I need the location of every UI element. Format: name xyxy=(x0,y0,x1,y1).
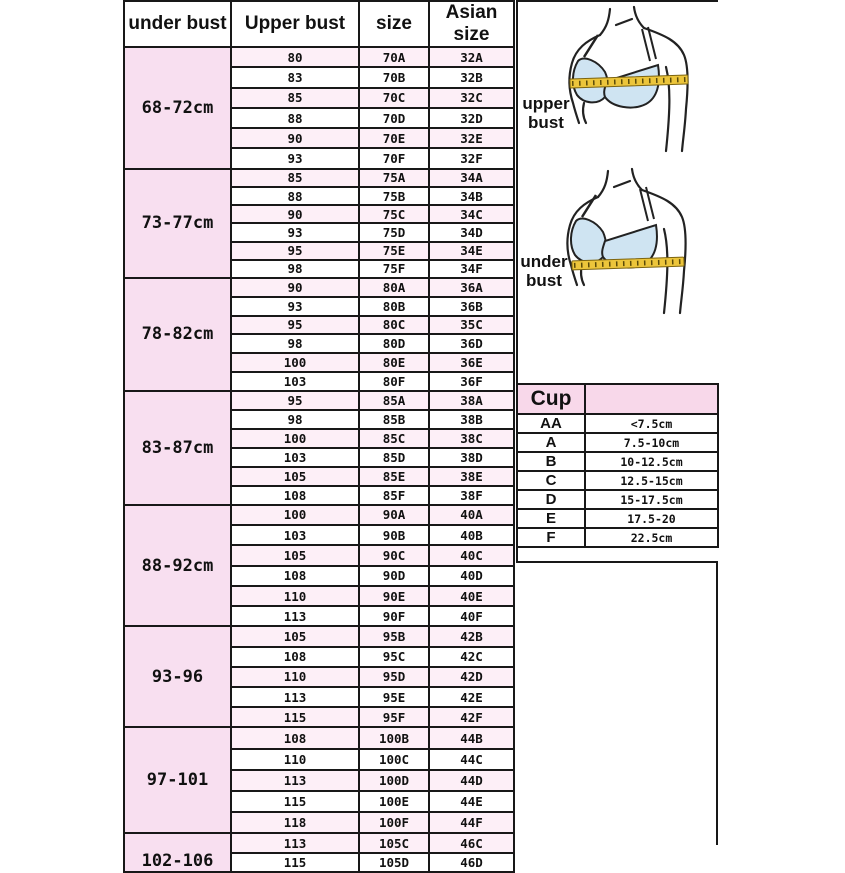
cell-size: 100F xyxy=(359,812,429,833)
table-row xyxy=(124,391,514,410)
cell-asian-size: 32F xyxy=(429,148,514,168)
cell-size: 90E xyxy=(359,586,429,606)
cell-size: 70E xyxy=(359,128,429,148)
table-row xyxy=(124,833,514,853)
cell-upper-bust: 108 xyxy=(231,647,359,667)
cell-size: 100E xyxy=(359,791,429,812)
cell-upper-bust: 80 xyxy=(231,47,359,67)
group-label-text: 88-92cm xyxy=(141,555,214,576)
cell-asian-size: 32D xyxy=(429,108,514,128)
bra-icon xyxy=(571,187,657,268)
cell-upper-bust: 95 xyxy=(231,316,359,335)
cup-table xyxy=(516,383,719,548)
cell-size: 100B xyxy=(359,727,429,748)
cell-upper-bust: 90 xyxy=(231,278,359,297)
under-bust-group-label xyxy=(124,391,231,505)
column-header-under-bust: under bust xyxy=(124,1,231,47)
cup-header: Cup xyxy=(517,384,585,414)
cell-upper-bust: 103 xyxy=(231,525,359,545)
under-bust-label-line2: bust xyxy=(526,271,562,291)
bra-icon xyxy=(573,27,659,108)
cell-upper-bust: 100 xyxy=(231,429,359,448)
table-row xyxy=(124,626,514,646)
cell-asian-size: 36F xyxy=(429,372,514,391)
cell-size: 80B xyxy=(359,297,429,316)
cell-asian-size: 38C xyxy=(429,429,514,448)
group-label-text: 73-77cm xyxy=(141,213,214,234)
under-bust-group-label xyxy=(124,169,231,278)
cell-size: 85E xyxy=(359,467,429,486)
cell-asian-size: 40E xyxy=(429,586,514,606)
cell-size: 70F xyxy=(359,148,429,168)
upper-bust-label-line1: upper xyxy=(522,94,570,113)
cell-size: 80F xyxy=(359,372,429,391)
cell-size: 95B xyxy=(359,626,429,646)
cell-size: 85D xyxy=(359,448,429,467)
cell-size: 75B xyxy=(359,187,429,205)
under-bust-group-label xyxy=(124,626,231,727)
cell-upper-bust: 105 xyxy=(231,545,359,565)
cup-letter: E xyxy=(517,509,585,528)
cell-asian-size: 44C xyxy=(429,749,514,770)
cell-upper-bust: 118 xyxy=(231,812,359,833)
cell-asian-size: 36D xyxy=(429,334,514,353)
upper-bust-label-line2: bust xyxy=(528,113,564,133)
cell-size: 70C xyxy=(359,88,429,108)
cell-size: 85F xyxy=(359,486,429,505)
group-label-text: 102-106 xyxy=(141,851,214,872)
cell-upper-bust: 95 xyxy=(231,242,359,260)
cup-row xyxy=(517,528,718,547)
cup-row xyxy=(517,471,718,490)
cell-upper-bust: 93 xyxy=(231,223,359,241)
cell-asian-size: 42C xyxy=(429,647,514,667)
group-label-text: 68-72cm xyxy=(141,97,214,118)
cell-asian-size: 46C xyxy=(429,833,514,853)
cell-asian-size: 40D xyxy=(429,566,514,586)
cell-asian-size: 44B xyxy=(429,727,514,748)
cell-asian-size: 38A xyxy=(429,391,514,410)
cup-letter: C xyxy=(517,471,585,490)
cell-upper-bust: 88 xyxy=(231,187,359,205)
cell-size: 90F xyxy=(359,606,429,626)
cell-asian-size: 42E xyxy=(429,687,514,707)
cell-asian-size: 34B xyxy=(429,187,514,205)
cell-upper-bust: 113 xyxy=(231,770,359,791)
column-header-size: size xyxy=(359,1,429,47)
cell-size: 95C xyxy=(359,647,429,667)
cell-upper-bust: 85 xyxy=(231,169,359,187)
cell-upper-bust: 93 xyxy=(231,148,359,168)
cell-size: 80C xyxy=(359,316,429,335)
cell-asian-size: 40C xyxy=(429,545,514,565)
cell-upper-bust: 95 xyxy=(231,391,359,410)
cell-size: 95E xyxy=(359,687,429,707)
cup-letter: B xyxy=(517,452,585,471)
cup-range: <7.5cm xyxy=(585,414,718,433)
cell-upper-bust: 110 xyxy=(231,586,359,606)
column-header-upper-bust: Upper bust xyxy=(231,1,359,47)
cell-asian-size: 32B xyxy=(429,67,514,87)
cell-asian-size: 42B xyxy=(429,626,514,646)
cup-letter: AA xyxy=(517,414,585,433)
cell-size: 100D xyxy=(359,770,429,791)
cup-letter: D xyxy=(517,490,585,509)
cell-size: 75A xyxy=(359,169,429,187)
under-bust-group-label xyxy=(124,505,231,627)
cell-size: 90D xyxy=(359,566,429,586)
cell-size: 85B xyxy=(359,410,429,429)
cup-row xyxy=(517,509,718,528)
cup-range: 17.5-20 xyxy=(585,509,718,528)
cell-asian-size: 34F xyxy=(429,260,514,278)
cell-upper-bust: 108 xyxy=(231,566,359,586)
cell-asian-size: 40B xyxy=(429,525,514,545)
cell-size: 100C xyxy=(359,749,429,770)
cell-size: 105D xyxy=(359,853,429,873)
cell-size: 75E xyxy=(359,242,429,260)
cell-asian-size: 38F xyxy=(429,486,514,505)
table-row xyxy=(124,47,514,67)
measurement-panel xyxy=(516,0,718,563)
cell-asian-size: 46D xyxy=(429,853,514,873)
cell-asian-size: 42D xyxy=(429,667,514,687)
group-label-text: 93-96 xyxy=(151,666,204,687)
cell-size: 75D xyxy=(359,223,429,241)
cup-range: 12.5-15cm xyxy=(585,471,718,490)
column-header-asian-size: Asian size xyxy=(429,1,514,47)
cell-size: 90A xyxy=(359,505,429,525)
cell-upper-bust: 115 xyxy=(231,791,359,812)
cell-asian-size: 38E xyxy=(429,467,514,486)
group-label-text: 83-87cm xyxy=(141,437,214,458)
cell-asian-size: 32A xyxy=(429,47,514,67)
cell-upper-bust: 100 xyxy=(231,505,359,525)
cup-row xyxy=(517,414,718,433)
size-chart-table xyxy=(123,0,515,873)
cell-upper-bust: 98 xyxy=(231,260,359,278)
cup-row xyxy=(517,433,718,452)
cell-upper-bust: 98 xyxy=(231,410,359,429)
cell-upper-bust: 110 xyxy=(231,667,359,687)
cell-asian-size: 35C xyxy=(429,316,514,335)
cell-asian-size: 34C xyxy=(429,205,514,223)
cell-asian-size: 42F xyxy=(429,707,514,727)
cell-asian-size: 38D xyxy=(429,448,514,467)
table-row xyxy=(124,278,514,297)
cup-header-spacer xyxy=(585,384,718,414)
cell-size: 85A xyxy=(359,391,429,410)
cell-asian-size: 44D xyxy=(429,770,514,791)
cell-size: 95D xyxy=(359,667,429,687)
cup-row xyxy=(517,490,718,509)
cup-range: 15-17.5cm xyxy=(585,490,718,509)
cell-upper-bust: 88 xyxy=(231,108,359,128)
cell-upper-bust: 113 xyxy=(231,833,359,853)
cell-asian-size: 44F xyxy=(429,812,514,833)
table-row xyxy=(124,505,514,525)
cell-size: 95F xyxy=(359,707,429,727)
under-bust-group-label xyxy=(124,47,231,169)
cell-asian-size: 36B xyxy=(429,297,514,316)
table-row xyxy=(124,727,514,748)
cell-upper-bust: 100 xyxy=(231,353,359,372)
cell-size: 85C xyxy=(359,429,429,448)
cell-asian-size: 40A xyxy=(429,505,514,525)
cell-upper-bust: 105 xyxy=(231,626,359,646)
cell-upper-bust: 103 xyxy=(231,448,359,467)
cell-size: 75F xyxy=(359,260,429,278)
cell-upper-bust: 93 xyxy=(231,297,359,316)
cell-upper-bust: 113 xyxy=(231,687,359,707)
cell-upper-bust: 113 xyxy=(231,606,359,626)
cup-letter: A xyxy=(517,433,585,452)
cell-upper-bust: 103 xyxy=(231,372,359,391)
cell-size: 70B xyxy=(359,67,429,87)
cell-asian-size: 32C xyxy=(429,88,514,108)
cell-size: 80A xyxy=(359,278,429,297)
cell-asian-size: 38B xyxy=(429,410,514,429)
under-bust-label-line1: under xyxy=(520,252,568,271)
cell-asian-size: 36E xyxy=(429,353,514,372)
cell-upper-bust: 90 xyxy=(231,205,359,223)
cup-row xyxy=(517,452,718,471)
cell-upper-bust: 90 xyxy=(231,128,359,148)
cell-upper-bust: 85 xyxy=(231,88,359,108)
cell-size: 70D xyxy=(359,108,429,128)
cell-asian-size: 36A xyxy=(429,278,514,297)
cell-size: 80D xyxy=(359,334,429,353)
group-label-text: 97-101 xyxy=(146,770,209,791)
cell-size: 70A xyxy=(359,47,429,67)
cell-asian-size: 44E xyxy=(429,791,514,812)
cell-asian-size: 34A xyxy=(429,169,514,187)
table-row xyxy=(124,169,514,187)
cup-range: 7.5-10cm xyxy=(585,433,718,452)
group-label-text: 78-82cm xyxy=(141,324,214,345)
under-bust-group-label xyxy=(124,833,231,872)
cell-size: 80E xyxy=(359,353,429,372)
under-bust-group-label xyxy=(124,278,231,391)
under-bust-figure-icon xyxy=(548,166,708,318)
cell-size: 105C xyxy=(359,833,429,853)
cell-size: 90B xyxy=(359,525,429,545)
cell-upper-bust: 108 xyxy=(231,486,359,505)
cell-upper-bust: 108 xyxy=(231,727,359,748)
cup-range: 10-12.5cm xyxy=(585,452,718,471)
cell-size: 75C xyxy=(359,205,429,223)
cup-range: 22.5cm xyxy=(585,528,718,547)
cell-asian-size: 32E xyxy=(429,128,514,148)
cell-size: 90C xyxy=(359,545,429,565)
cell-asian-size: 34D xyxy=(429,223,514,241)
cell-upper-bust: 110 xyxy=(231,749,359,770)
cell-upper-bust: 98 xyxy=(231,334,359,353)
cup-letter: F xyxy=(517,528,585,547)
cell-asian-size: 40F xyxy=(429,606,514,626)
cell-upper-bust: 115 xyxy=(231,707,359,727)
upper-bust-figure-icon xyxy=(550,4,710,156)
under-bust-group-label xyxy=(124,727,231,833)
cell-upper-bust: 83 xyxy=(231,67,359,87)
cell-upper-bust: 105 xyxy=(231,467,359,486)
cell-upper-bust: 115 xyxy=(231,853,359,873)
cell-asian-size: 34E xyxy=(429,242,514,260)
